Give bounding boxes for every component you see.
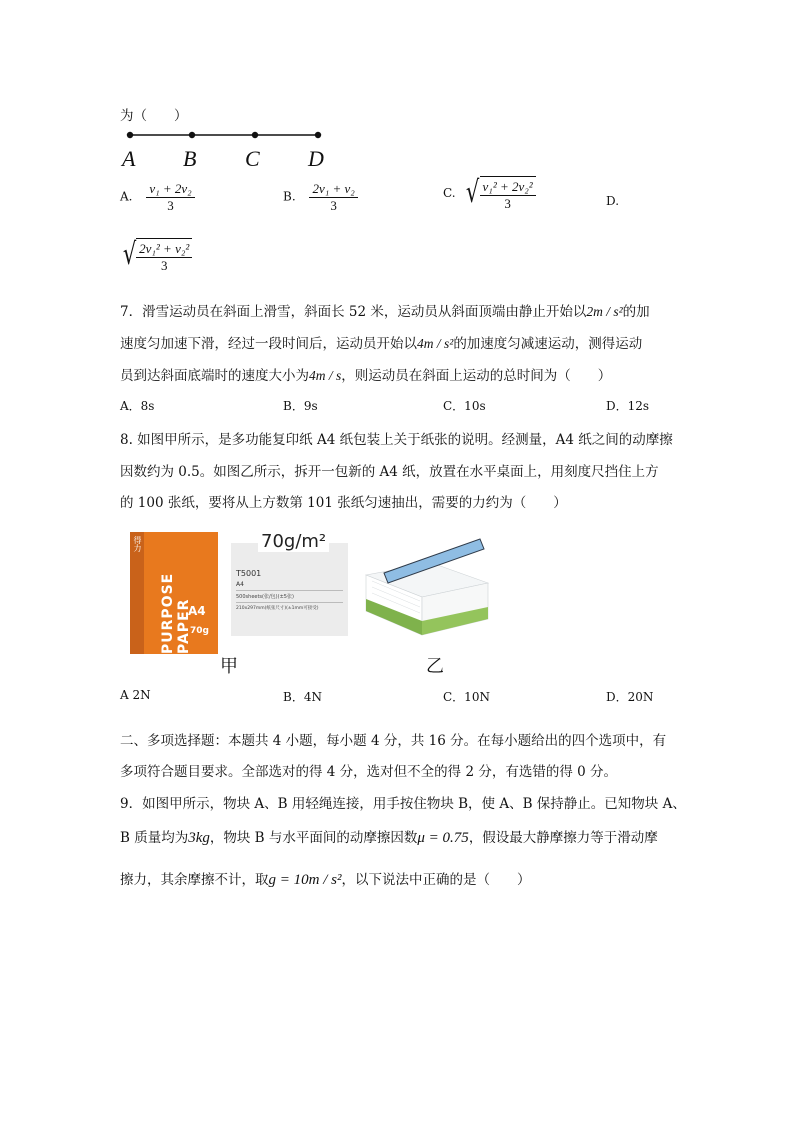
option-a-fraction: $\frac{\text{v₁ + 2v₂}}{3}$ [146,181,194,213]
option-d-sqrt: √ $\frac{\text{2v₁² + v₂²}}{3}$ [120,238,192,273]
label-sheets: 500sheets(张/包)(±5张) [236,594,294,600]
q7-line-1: 7．滑雪运动员在斜面上滑雪，斜面长 52 米，运动员从斜面顶端由静止开始以2m / s²的加 [120,304,650,320]
box-brand: 得力 [133,536,142,552]
q6-option-d-label[interactable]: D. [606,194,620,208]
q8-option-d[interactable]: D．20N [606,690,654,704]
q8-option-c[interactable]: C．10N [443,690,490,704]
label-dims: 210x297mm(纸张尺寸)(±1mm可接受) [236,606,319,611]
q7-line-2: 速度匀加速下滑，经过一段时间后，运动员开始以4m / s²的加速度匀减速运动，测得运动 [120,336,643,352]
label-size: A4 [236,581,244,588]
q7-line-3: 员到达斜面底端时的速度大小为4m / s，则运动员在斜面上运动的总时间为（ ） [120,368,612,384]
point-b-label: B [183,146,197,171]
q8-line-2: 因数约为 0.5。如图乙所示，拆开一包新的 A4 纸，放置在水平桌面上，用刻度尺挡住上方 [120,464,659,480]
q6-option-b[interactable]: B. $\frac{\text{2v₁ + v₂}}{3}$ [283,181,358,213]
q9-line-2: B 质量均为3kg，物块 B 与水平面间的动摩擦因数μ = 0.75，假设最大静摩擦力等于滑动摩 [120,830,658,846]
q7-option-b[interactable]: B．9s [283,399,318,413]
label-weight: 70g/m² [258,531,329,552]
paper-box-image [130,532,218,654]
point-d-label: D [308,146,324,171]
box-weight: 70g [190,626,209,636]
q7-option-a[interactable]: A．8s [120,399,155,413]
section2-line-2: 多项符合题目要求。全部选对的得 4 分，选对但不全的得 2 分，有选错的得 0 分。 [120,764,618,780]
q9-line-3: 擦力，其余摩擦不计，取g = 10m / s²，以下说法中正确的是（ ） [120,872,531,888]
q8-line-3: 的 100 张纸，要将从上方数第 101 张纸匀速抽出，需要的力约为（ ） [120,495,567,511]
q7-option-d[interactable]: D．12s [606,399,650,413]
point-a-dot [127,132,133,138]
q8-option-b[interactable]: B．4N [283,690,322,704]
box-size: A4 [188,604,206,618]
paper-stack-image [362,535,492,640]
q6-option-a[interactable]: A. $\frac{\text{v₁ + 2v₂}}{3}$ [120,181,195,213]
q8-option-a[interactable]: A 2N [120,688,151,702]
caption-jia: 甲 [220,656,238,677]
point-a-label: A [122,146,136,171]
box-title: PURPOSE PAPER [160,572,192,654]
q6-option-c[interactable]: C. √ $\frac{\text{v₁² + 2v₂²}}{3}$ [443,176,536,211]
point-d-dot [315,132,321,138]
number-line-diagram [120,126,335,146]
q7-option-c[interactable]: C．10s [443,399,486,413]
paper-spec-label [231,531,348,636]
option-b-fraction: $\frac{\text{2v₁ + v₂}}{3}$ [309,181,357,213]
q9-line-1: 9．如图甲所示，物块 A、B 用轻绳连接，用手按住物块 B，使 A、B 保持静止。已知物块 A、 [120,796,686,812]
option-c-sqrt: √ $\frac{\text{v₁² + 2v₂²}}{3}$ [463,176,535,211]
q6-option-d[interactable] [120,238,192,273]
q8-line-1: 8. 如图甲所示，是多功能复印纸 A4 纸包装上关于纸张的说明。经测量，A4 纸之间的动摩擦 [120,432,673,448]
point-b-dot [189,132,195,138]
q6-stem-end: 为（ ） [120,108,188,124]
caption-yi: 乙 [426,656,444,677]
section2-line-1: 二、多项选择题：本题共 4 小题，每小题 4 分，共 16 分。在每小题给出的四个选项中，有 [120,733,667,749]
label-model: T5001 [236,569,262,578]
point-c-label: C [245,146,260,171]
point-c-dot [252,132,258,138]
